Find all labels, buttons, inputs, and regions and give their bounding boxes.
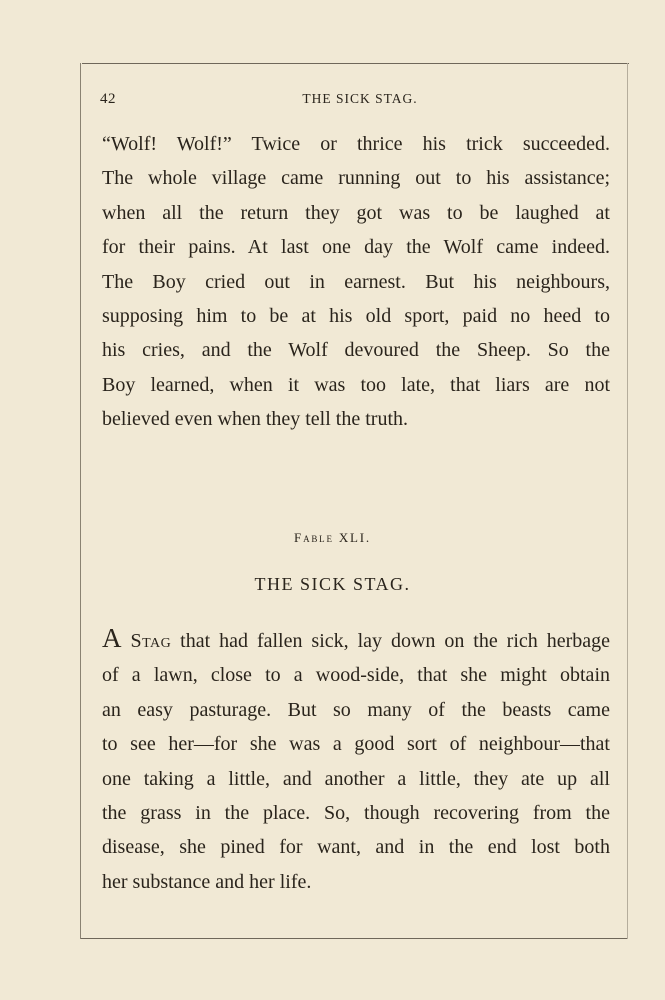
fable-body	[102, 624, 610, 899]
text-line: to see her—for she was a good sort of neighbour—that	[102, 733, 610, 756]
page-border-left	[80, 63, 81, 939]
previous-fable-ending	[102, 127, 610, 437]
running-head	[100, 91, 612, 111]
page-border-bottom	[80, 938, 627, 939]
page-border-top	[82, 63, 629, 64]
drop-cap: A	[102, 623, 122, 653]
small-caps-word: Stag	[130, 630, 172, 652]
page-number: 42	[100, 91, 116, 107]
text-line: his cries, and the Wolf devoured the Sheep. So the	[102, 339, 610, 362]
page-border-right	[627, 63, 628, 939]
text-line: for their pains. At last one day the Wolf came indeed.	[102, 236, 610, 259]
fable-title: THE SICK STAG.	[254, 574, 411, 594]
text-line: believed even when they tell the truth.	[102, 408, 409, 431]
running-title: THE SICK STAG.	[302, 91, 418, 106]
first-line	[102, 624, 610, 658]
text-line: The whole village came running out to his assistance;	[102, 167, 610, 190]
text-line: supposing him to be at his old sport, paid no heed to	[102, 304, 610, 327]
text-line: “Wolf! Wolf!” Twice or thrice his trick succeeded.	[102, 133, 610, 155]
text-line: The Boy cried out in earnest. But his neighbours,	[102, 270, 610, 293]
text-line: disease, she pined for want, and in the end lost both	[102, 836, 610, 859]
first-line-rest: that had fallen sick, lay down on the rich herbage	[171, 630, 611, 652]
text-line: the grass in the place. So, though recovering from the	[102, 801, 610, 824]
text-line: one taking a little, and another a little, they ate up all	[102, 767, 610, 790]
text-line: when all the return they got was to be laughed at	[102, 201, 610, 224]
fable-number: Fable XLI.	[294, 530, 371, 545]
text-line: an easy pasturage. But so many of the beasts came	[102, 698, 610, 721]
text-line: Boy learned, when it was too late, that liars are not	[102, 373, 610, 396]
text-line: of a lawn, close to a wood-side, that she might obtain	[102, 664, 610, 687]
text-line: her substance and her life.	[102, 870, 312, 893]
